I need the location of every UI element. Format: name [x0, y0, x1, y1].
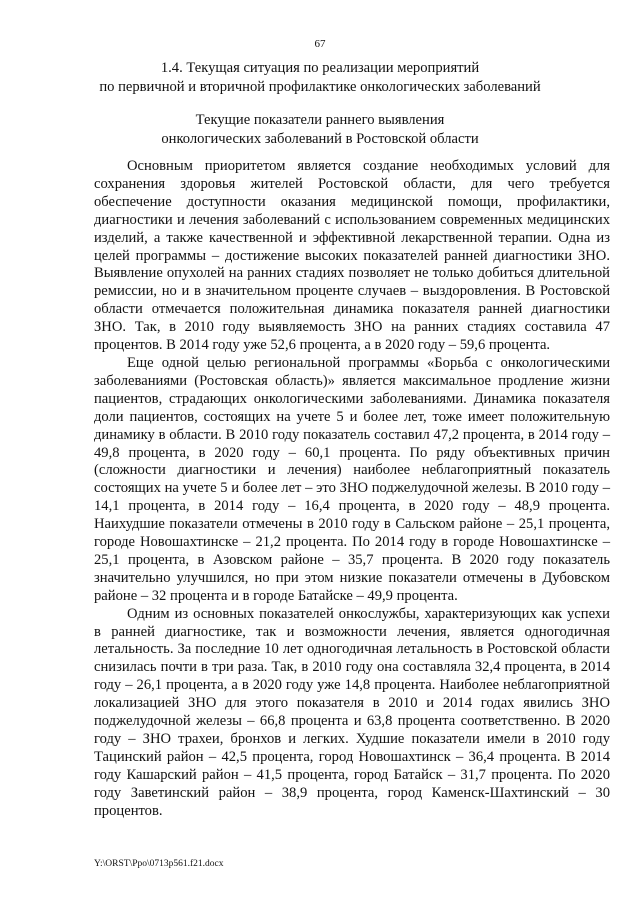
paragraph: Основным приоритетом является создание необходимых условий для сохранения здоровья жителей Ростовской области, для чего требуется обеспечение доступности оказания медицинской помощи, профилактики, диагностики и лечения заболеваний с использованием современных медицинских изделий, а также качественной и эффективной лекарственной терапии. Одна из целей программы – достижение высоких показателей ранней диагностики ЗНО. Выявление опухолей на ранних стадиях позволяет не только добиться длительной ремиссии, но и в значительном проценте случаев – выздоровления. В Ростовской области отмечается положительная динамика показателя ранней диагностики ЗНО. Так, в 2010 году выявляемость ЗНО на ранних стадиях составила 47 процентов. В 2014 году уже 52,6 процента, а в 2020 году – 59,6 процента.: [94, 158, 610, 354]
footer-file-path: Y:\ORST\Ppo\0713p561.f21.docx: [94, 859, 224, 869]
page-number: 67: [314, 38, 326, 50]
section-heading-line1: 1.4. Текущая ситуация по реализации мероприятий: [160, 60, 480, 76]
section-heading-line2: по первичной и вторичной профилактике онкологических заболеваний: [99, 79, 541, 95]
subheading: [0, 111, 640, 149]
paragraph: Еще одной целью региональной программы «Борьба с онкологическими заболеваниями (Ростовская область)» является максимальное продление жизни пациентов, страдающих онкологическими заболеваниями. Динамика показателя доли пациентов, состоящих на учете 5 и более лет, тоже имеет положительную динамику в области. В 2010 году показатель составил 47,2 процента, в 2014 году – 49,8 процента, в 2020 году – 60,1 процента. По ряду объективных причин (сложности диагностики и лечения) наиболее неблагоприятный показатель состоящих на учете 5 и более лет – это ЗНО поджелудочной железы. В 2010 году – 14,1 процента, в 2014 году – 16,4 процента, в 2020 году – 48,9 процента. Наихудшие показатели отмечены в 2010 году в Сальском районе – 25,1 процента, городе Новошахтинске – 21,2 процента. По 2014 году в городе Новошахтинскe – 25,1 процента, в Азовском районе – 35,7 процента. В 2020 году показатель значительно улучшился, но при этом низкие показатели отмечены в Дубовском районе – 32 процента и в городе Батайске – 49,9 процента.: [94, 354, 610, 604]
body-text: [94, 158, 610, 821]
subheading-line2: онкологических заболеваний в Ростовской области: [161, 131, 479, 147]
subheading-line1: Текущие показатели раннего выявления: [195, 112, 445, 128]
section-heading: [0, 59, 640, 97]
paragraph: Одним из основных показателей онкослужбы, характеризующих как успехи в ранней диагностике, так и возможности лечения, является одногодичная летальность. За последние 10 лет одногодичная летальность в Ростовской области снизилась почти в три раза. Так, в 2010 году она составляла 32,4 процента, в 2014 году – 26,1 процента, а в 2020 году уже 14,8 процента. Наиболее неблагоприятной локализацией ЗНО для этого показателя в 2010 и 2014 годах явились ЗНО поджелудочной железы – 66,8 процента и 63,8 процента соответственно. В 2020 году – ЗНО трахеи, бронхов и легких. Худшие показатели имели в 2010 году Тацинский район – 42,5 процента, город Новошахтинск – 36,4 процента. В 2014 году Кашарский район – 41,5 процента, город Батайск – 31,7 процента. По 2020 году Заветинский район – 38,9 процента, город Каменск-Шахтинский – 30 процентов.: [94, 605, 610, 819]
